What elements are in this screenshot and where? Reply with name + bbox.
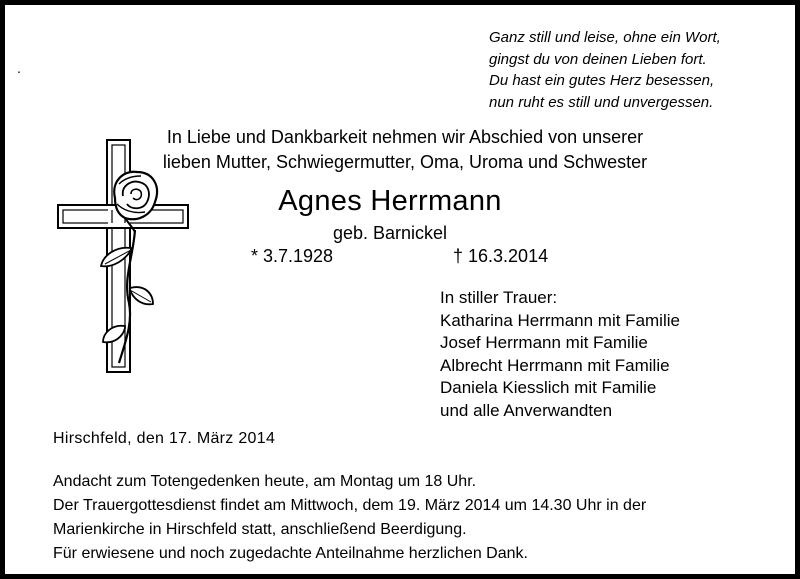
birth-name: geb. Barnickel xyxy=(332,223,448,243)
notice-line: Marienkirche in Hirschfeld statt, anschließend Beerdigung. xyxy=(53,521,467,538)
mourners-heading: In stiller Trauer: xyxy=(440,288,558,307)
mourner-entry: und alle Anverwandten xyxy=(440,400,613,420)
notice-line: Für erwiesene und noch zugedachte Anteilnahme herzlichen Dank. xyxy=(53,545,528,562)
notice-line: Der Trauergottesdienst findet am Mittwoch, dem 19. März 2014 um 14.30 Uhr in der xyxy=(53,497,647,514)
mourner-entry: Katharina Herrmann mit Familie xyxy=(440,310,680,330)
cross-with-rose-icon xyxy=(53,138,193,378)
mourners-list xyxy=(440,287,680,422)
intro-line: lieben Mutter, Schwiegermutter, Oma, Uroma und Schwester xyxy=(162,152,648,172)
mourner-entry: Josef Herrmann mit Familie xyxy=(440,333,648,352)
poem-line: gingst du von deinen Lieben fort. xyxy=(489,50,707,68)
poem-line: nun ruht es still und unvergessen. xyxy=(489,93,714,111)
deceased-name: Agnes Herrmann xyxy=(278,185,502,217)
mourner-entry: Daniela Kiesslich mit Familie xyxy=(440,378,657,397)
mourner-entry: Albrecht Herrmann mit Familie xyxy=(440,355,670,375)
poem-line: Ganz still und leise, ohne ein Wort, xyxy=(489,29,721,46)
death-date: † 16.3.2014 xyxy=(453,246,549,266)
intro-line: In Liebe und Dankbarkeit nehmen wir Abschied von unserer xyxy=(166,127,644,147)
intro-text xyxy=(155,125,655,175)
service-notices xyxy=(53,470,646,566)
stray-mark: . xyxy=(17,60,21,76)
place-and-date: Hirschfeld, den 17. März 2014 xyxy=(53,430,276,447)
notice-line: Andacht zum Totengedenken heute, am Montag um 18 Uhr. xyxy=(53,473,477,490)
birth-date: * 3.7.1928 xyxy=(251,246,334,266)
memorial-poem xyxy=(489,27,721,113)
poem-line: Du hast ein gutes Herz besessen, xyxy=(489,72,715,89)
